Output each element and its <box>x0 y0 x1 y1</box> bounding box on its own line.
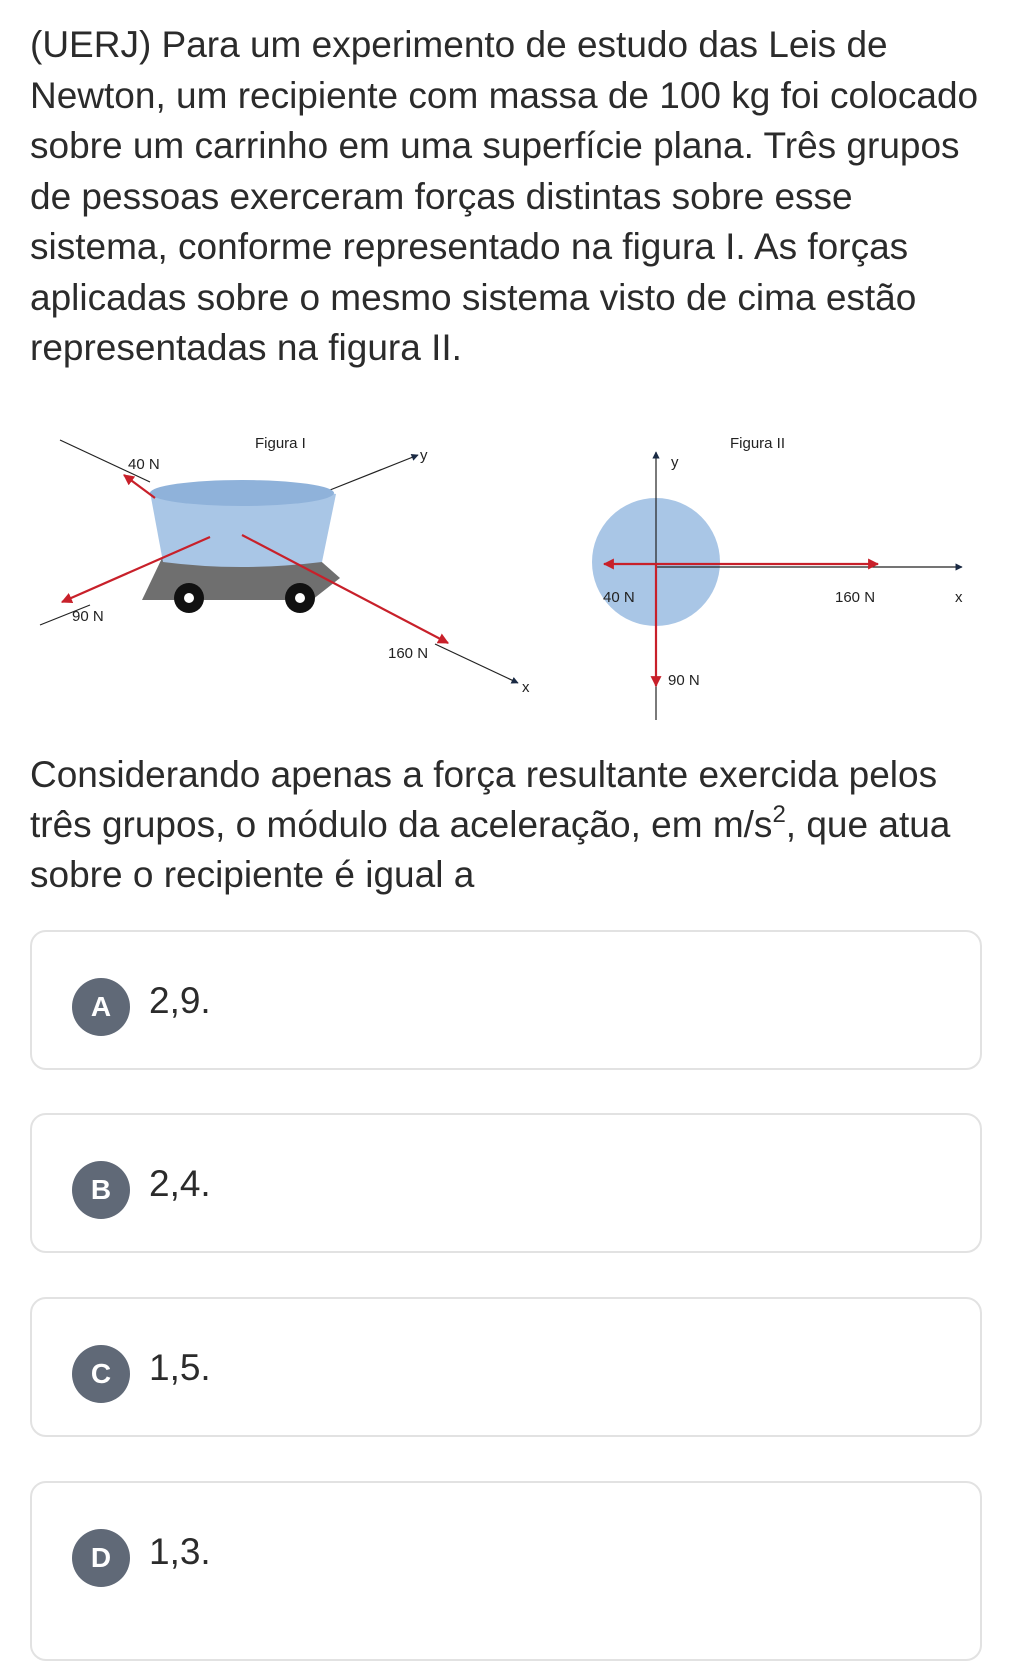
container-top <box>150 480 334 506</box>
prompt-line2: , que atua sobre o recipiente é igual a <box>30 804 951 895</box>
question-prompt <box>30 750 990 900</box>
prompt-unit: $m/s^2$ <box>712 801 786 845</box>
option-b[interactable] <box>30 1113 982 1253</box>
fig2-x-label: x <box>955 589 963 606</box>
fig1-label-160: 160 N <box>388 645 429 662</box>
option-b-text: 2,4. <box>149 1163 211 1204</box>
fig1-force-40-arrow <box>124 475 155 498</box>
option-a[interactable] <box>30 930 982 1070</box>
physics-figures <box>0 430 1015 730</box>
fig1-label-40: 40 N <box>128 456 160 473</box>
option-a-text: 2,9. <box>149 980 211 1021</box>
option-c-text: 1,5. <box>149 1347 211 1388</box>
option-d-badge: D <box>72 1529 130 1587</box>
figure2-title: Figura II <box>730 435 786 452</box>
fig2-label-160: 160 N <box>835 589 876 606</box>
figures-area <box>0 430 1015 730</box>
fig1-label-90: 90 N <box>72 608 104 625</box>
question-text: (UERJ) Para um experimento de estudo das Leis de Newton, um recipiente com massa de 100 kg foi colocado sobre um carrinho em uma superfície plana. Três grupos de pessoas exerceram forças distintas sobre esse sistema, conforme representado na figura I. As forças aplicadas sobre o mesmo sistema visto de cima estão representadas na figura II. <box>30 24 979 368</box>
fig2-y-label: y <box>671 454 679 471</box>
option-a-badge: A <box>72 978 130 1036</box>
option-c-badge: C <box>72 1345 130 1403</box>
fig2-label-90: 90 N <box>668 672 700 689</box>
figure1-title: Figura I <box>255 435 306 452</box>
fig1-y-axis <box>330 455 418 490</box>
fig1-y-label: y <box>420 447 428 464</box>
option-d-text: 1,3. <box>149 1531 211 1572</box>
prompt-line1: Considerando apenas a força resultante exercida pelos três grupos, o módulo da aceleração, em <box>30 754 938 845</box>
option-c[interactable] <box>30 1297 982 1437</box>
fig1-x-axis <box>435 644 518 683</box>
option-b-badge: B <box>72 1161 130 1219</box>
fig1-x-label: x <box>522 679 530 696</box>
fig2-label-40: 40 N <box>603 589 635 606</box>
option-d[interactable] <box>30 1481 982 1661</box>
